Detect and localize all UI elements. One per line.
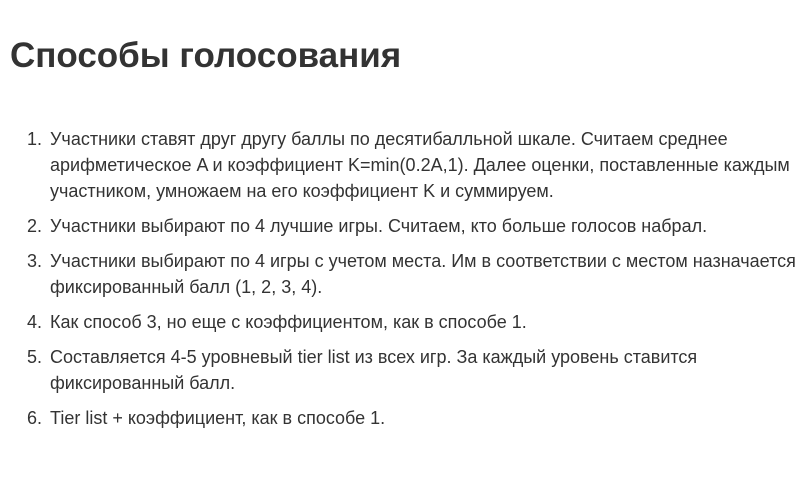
list-item-method-2: Участники выбирают по 4 лучшие игры. Считаем, кто больше голосов набрал.	[50, 216, 708, 236]
list-item-method-5: Составляется 4-5 уровневый tier list из всех игр. За каждый уровень ставится фиксированный балл.	[50, 347, 698, 393]
list-item-method-6: Tier list + коэффициент, как в способе 1.	[50, 408, 386, 428]
list-item-method-1: Участники ставят друг другу баллы по десятибалльной шкале. Считаем среднее арифметическое A и коэффициент K=min(0.2A,1). Далее оценки, поставленные каждым участником, умножаем на его коэффициент K и суммируем.	[50, 129, 790, 201]
list-item-method-4: Как способ 3, но еще с коэффициентом, как в способе 1.	[50, 312, 527, 332]
page-title: Способы голосования	[10, 36, 402, 75]
voting-methods-list	[0, 126, 796, 440]
list-item-method-3: Участники выбирают по 4 игры с учетом места. Им в соответствии с местом назначается фиксированный балл (1, 2, 3, 4).	[50, 251, 796, 297]
